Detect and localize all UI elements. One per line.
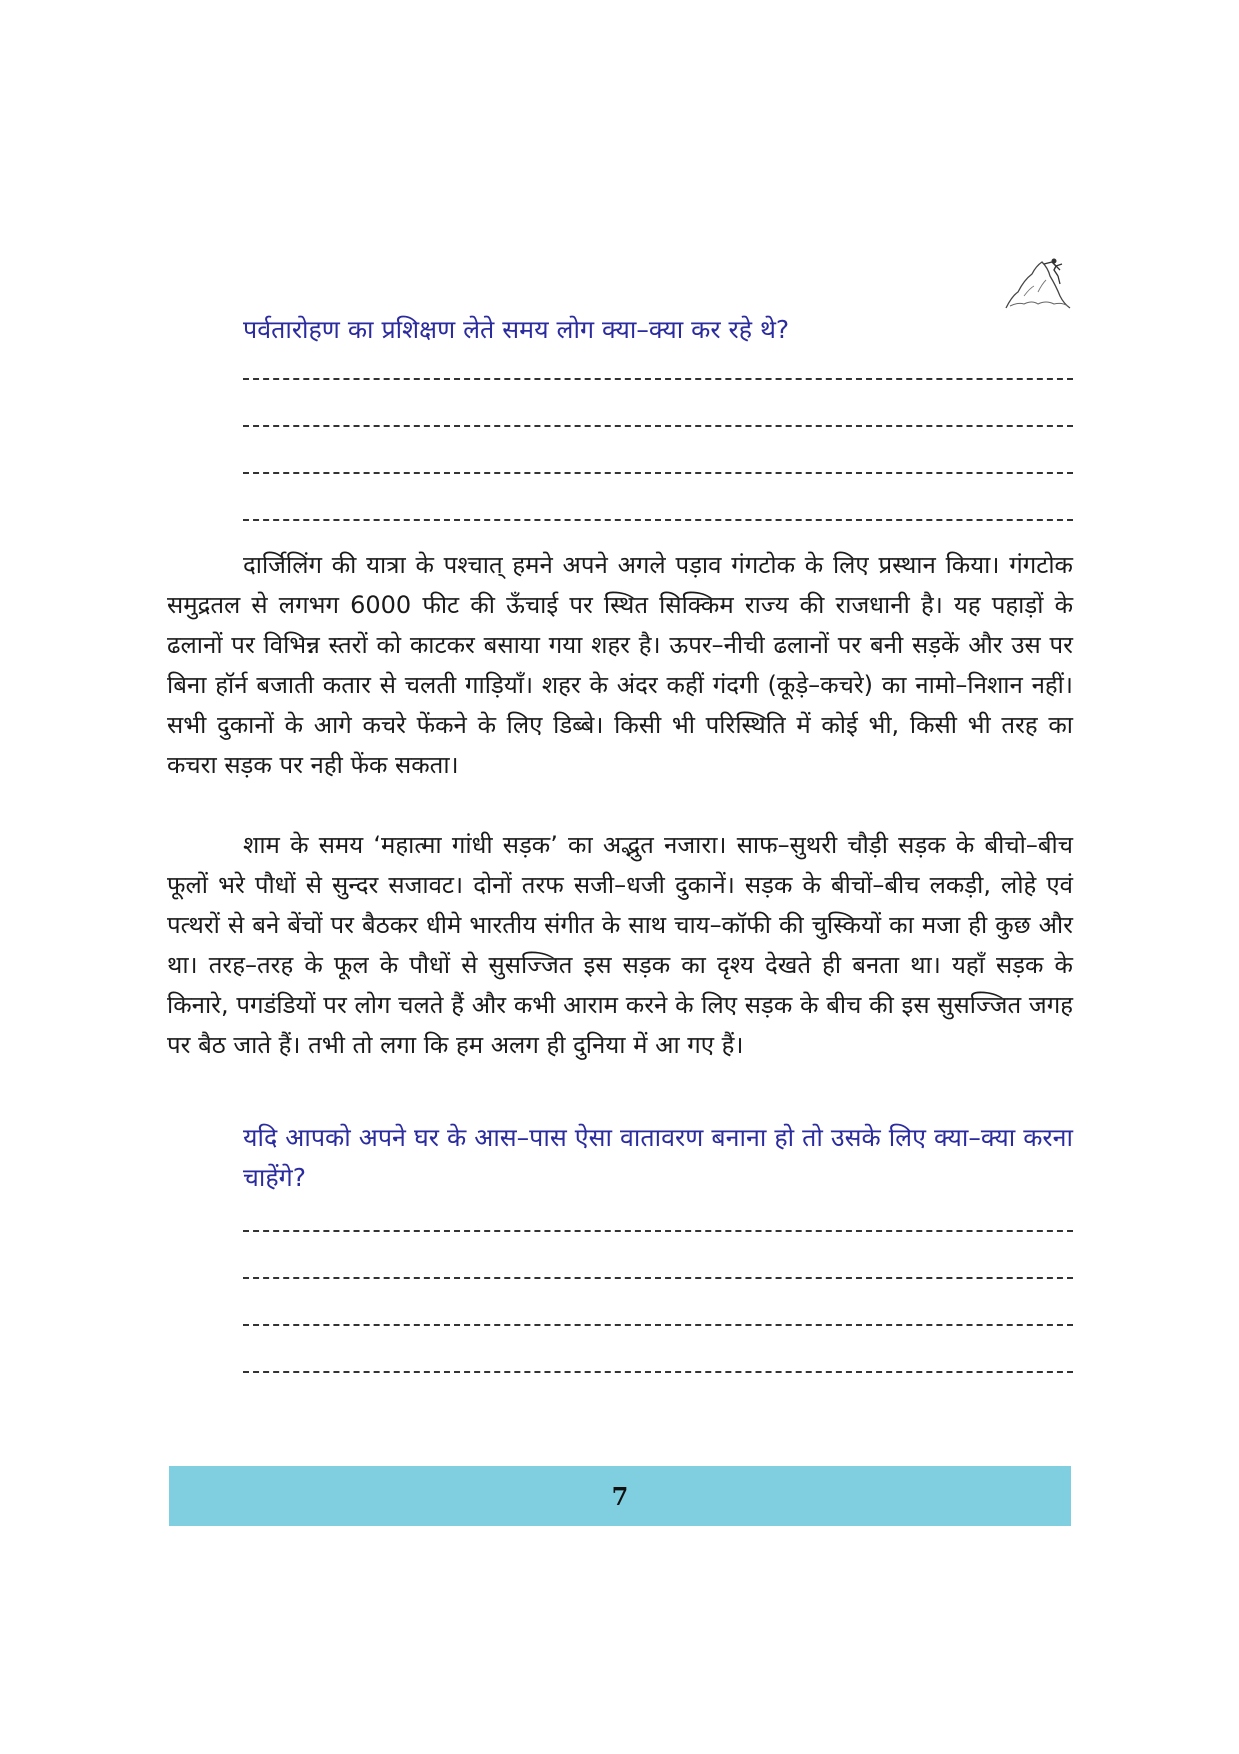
question-1: पर्वतारोहण का प्रशिक्षण लेते समय लोग क्या–क्या कर रहे थे?: [243, 315, 790, 344]
footer-bar: [169, 1466, 1071, 1526]
question-2: यदि आपको अपने घर के आस–पास ऐसा वातावरण बनाना हो तो उसके लिए क्या–क्या करना चाहेंगे?: [243, 1123, 1073, 1192]
answer-area-2[interactable]: [243, 1230, 1073, 1418]
answer-line: [243, 1230, 1073, 1232]
answer-line: [243, 472, 1073, 474]
answer-area-1[interactable]: [243, 378, 1073, 566]
answer-line: [243, 425, 1073, 427]
paragraph-2-text: शाम के समय ‘महात्मा गांधी सड़क’ का अद्भुत नजारा। साफ–सुथरी चौड़ी सड़क के बीचो–बीच फूलों भरे पौधों से सुन्दर सजावट। दोनों तरफ सजी–धजी दुकानें। सड़क के बीचों–बीच लकड़ी, लोहे एवं पत्थरों से बने बेंचों पर बैठकर धीमे भारतीय संगीत के साथ चाय–कॉफी की चुस्कियों का मजा ही कुछ और था। तरह–तरह के फूल के पौधों से सुसज्जित इस सड़क का दृश्य देखते ही बनता था। यहाँ सड़क के किनारे, पगडंडियों पर लोग चलते हैं और कभी आराम करने के लिए सड़क के बीच की इस सुसज्जित जगह पर बैठ जाते हैं। तभी तो लगा कि हम अलग ही दुनिया में आ गए हैं।: [167, 831, 1073, 1059]
paragraph-1-text: दार्जिलिंग की यात्रा के पश्चात् हमने अपने अगले पड़ाव गंगटोक के लिए प्रस्थान किया। गंगटोक समुद्रतल से लगभग 6000 फीट की ऊँचाई पर स्थित सिक्किम राज्य की राजधानी है। यह पहाड़ों के ढलानों पर विभिन्न स्तरों को काटकर बसाया गया शहर है। ऊपर–नीची ढलानों पर बनी सड़कें और उस पर बिना हॉर्न बजाती कतार से चलती गाड़ियाँ। शहर के अंदर कहीं गंदगी (कूड़े–कचरे) का नामो–निशान नहीं। सभी दुकानों के आगे कचरे फेंकने के लिए डिब्बे। किसी भी परिस्थिति में कोई भी, किसी भी तरह का कचरा सड़क पर नही फेंक सकता।: [167, 551, 1073, 779]
mountain-climber-icon: [1004, 256, 1074, 314]
answer-line: [243, 1324, 1073, 1326]
page-number: 7: [611, 1481, 629, 1511]
answer-line: [243, 1371, 1073, 1373]
paragraph-2: [167, 825, 1073, 1065]
answer-line: [243, 1277, 1073, 1279]
paragraph-1: [167, 545, 1073, 785]
answer-line: [243, 378, 1073, 380]
answer-line: [243, 519, 1073, 521]
